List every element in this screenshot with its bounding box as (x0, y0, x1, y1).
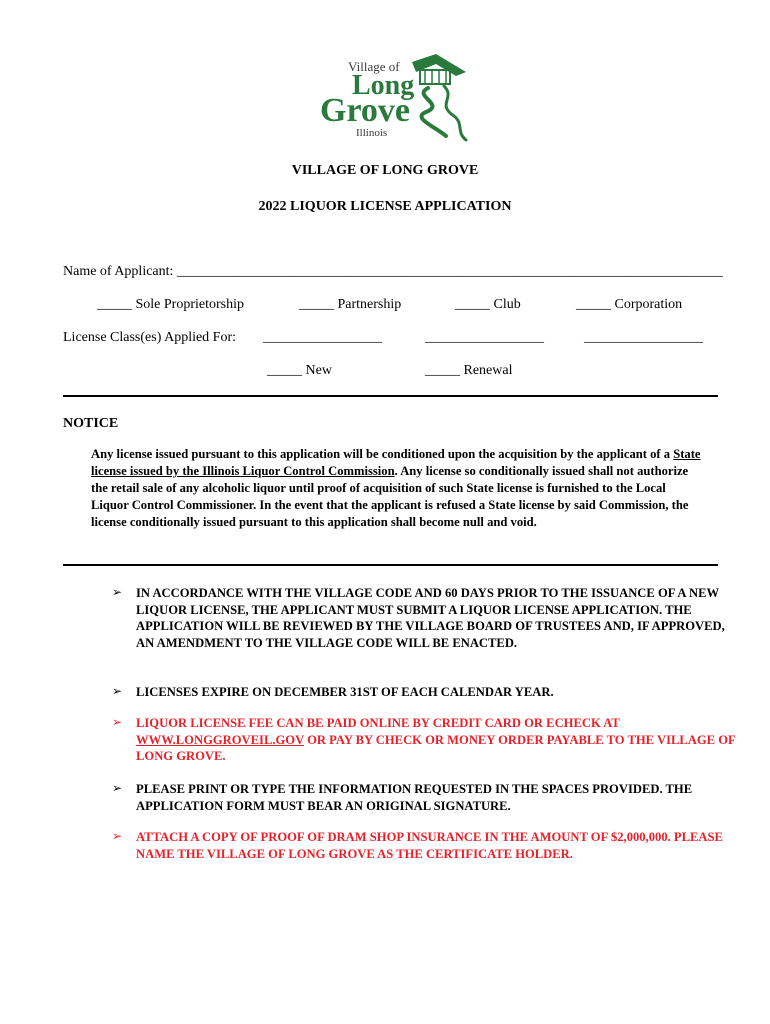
applicant-name-field[interactable]: Name of Applicant: ______________________________________________________________________________ (63, 264, 723, 279)
bullet-text: LICENSES EXPIRE ON DECEMBER 31ST OF EACH CALENDAR YEAR. (136, 685, 554, 699)
license-class-label: License Class(es) Applied For: (63, 330, 237, 345)
license-class-field-1[interactable]: _________________ (263, 330, 382, 345)
license-class-field-2[interactable]: _________________ (425, 330, 544, 345)
notice-state-license-text: State license issued by the Illinois Liquor Control Commission (91, 447, 701, 478)
page-subtitle: 2022 LIQUOR LICENSE APPLICATION (258, 199, 512, 214)
license-class-field-3[interactable]: _________________ (584, 330, 703, 345)
logo-line-4: Illinois (356, 127, 388, 139)
fee-text-1: LIQUOR LICENSE FEE CAN BE PAID ONLINE BY CREDIT CARD OR ECHECK AT (136, 716, 620, 730)
notice-heading: NOTICE (63, 416, 119, 431)
partnership-option[interactable]: _____ Partnership (299, 297, 402, 312)
divider-bottom (63, 564, 718, 566)
logo-line-1: Village of (348, 59, 400, 74)
arrow-bullet-icon: ➢ (112, 684, 123, 698)
fee-text-2: OR PAY BY CHECK OR MONEY ORDER PAYABLE TO THE VILLAGE OF LONG GROVE. (136, 732, 736, 763)
bullet-text: ATTACH A COPY OF PROOF OF DRAM SHOP INSURANCE IN THE AMOUNT OF $2,000,000. PLEASE NAME THE VILLAGE OF LONG GROVE AS THE CERTIFICATE HOLDER. (136, 830, 723, 861)
page-title: VILLAGE OF LONG GROVE (291, 163, 479, 178)
corporation-option[interactable]: _____ Corporation (576, 297, 683, 312)
new-option[interactable]: _____ New (267, 363, 332, 378)
logo-line-2: Long (352, 70, 415, 101)
arrow-bullet-icon: ➢ (112, 829, 123, 843)
village-website-link[interactable]: WWW.LONGGROVEIL.GOV (136, 732, 304, 747)
renewal-option[interactable]: _____ Renewal (425, 363, 513, 378)
notice-text-2: . Any license so conditionally issued shall not authorize the retail sale of any alcoholic liquor until proof of acquisition of such State license is furnished to the Local Liquor Control Commissioner. In the event that the applicant is refused a State license by said Commission, the license conditionally issued pursuant to this application shall become null and void. (91, 464, 689, 529)
bullet-text: IN ACCORDANCE WITH THE VILLAGE CODE AND 60 DAYS PRIOR TO THE ISSUANCE OF A NEW LIQUOR LICENSE, THE APPLICANT MUST SUBMIT A LIQUOR LICENSE APPLICATION. THE APPLICATION WILL BE REVIEWED BY THE VILLAGE BOARD OF TRUSTEES AND, IF APPROVED, AN AMENDMENT TO THE VILLAGE CODE WILL BE ENACTED. (136, 586, 725, 650)
arrow-bullet-icon: ➢ (112, 781, 123, 795)
arrow-bullet-icon: ➢ (112, 715, 123, 729)
arrow-bullet-icon: ➢ (112, 585, 123, 599)
logo-line-3: Grove (320, 92, 411, 129)
sole-proprietorship-option[interactable]: _____ Sole Proprietorship (97, 297, 244, 312)
club-option[interactable]: _____ Club (455, 297, 521, 312)
bullet-text (136, 715, 736, 765)
village-logo (316, 52, 476, 144)
divider-top (63, 395, 718, 397)
notice-text-1: Any license issued pursuant to this application will be conditioned upon the acquisition by the applicant of a (91, 447, 674, 461)
bullet-text: PLEASE PRINT OR TYPE THE INFORMATION REQUESTED IN THE SPACES PROVIDED. THE APPLICATION FORM MUST BEAR AN ORIGINAL SIGNATURE. (136, 782, 693, 813)
notice-body (91, 446, 701, 531)
